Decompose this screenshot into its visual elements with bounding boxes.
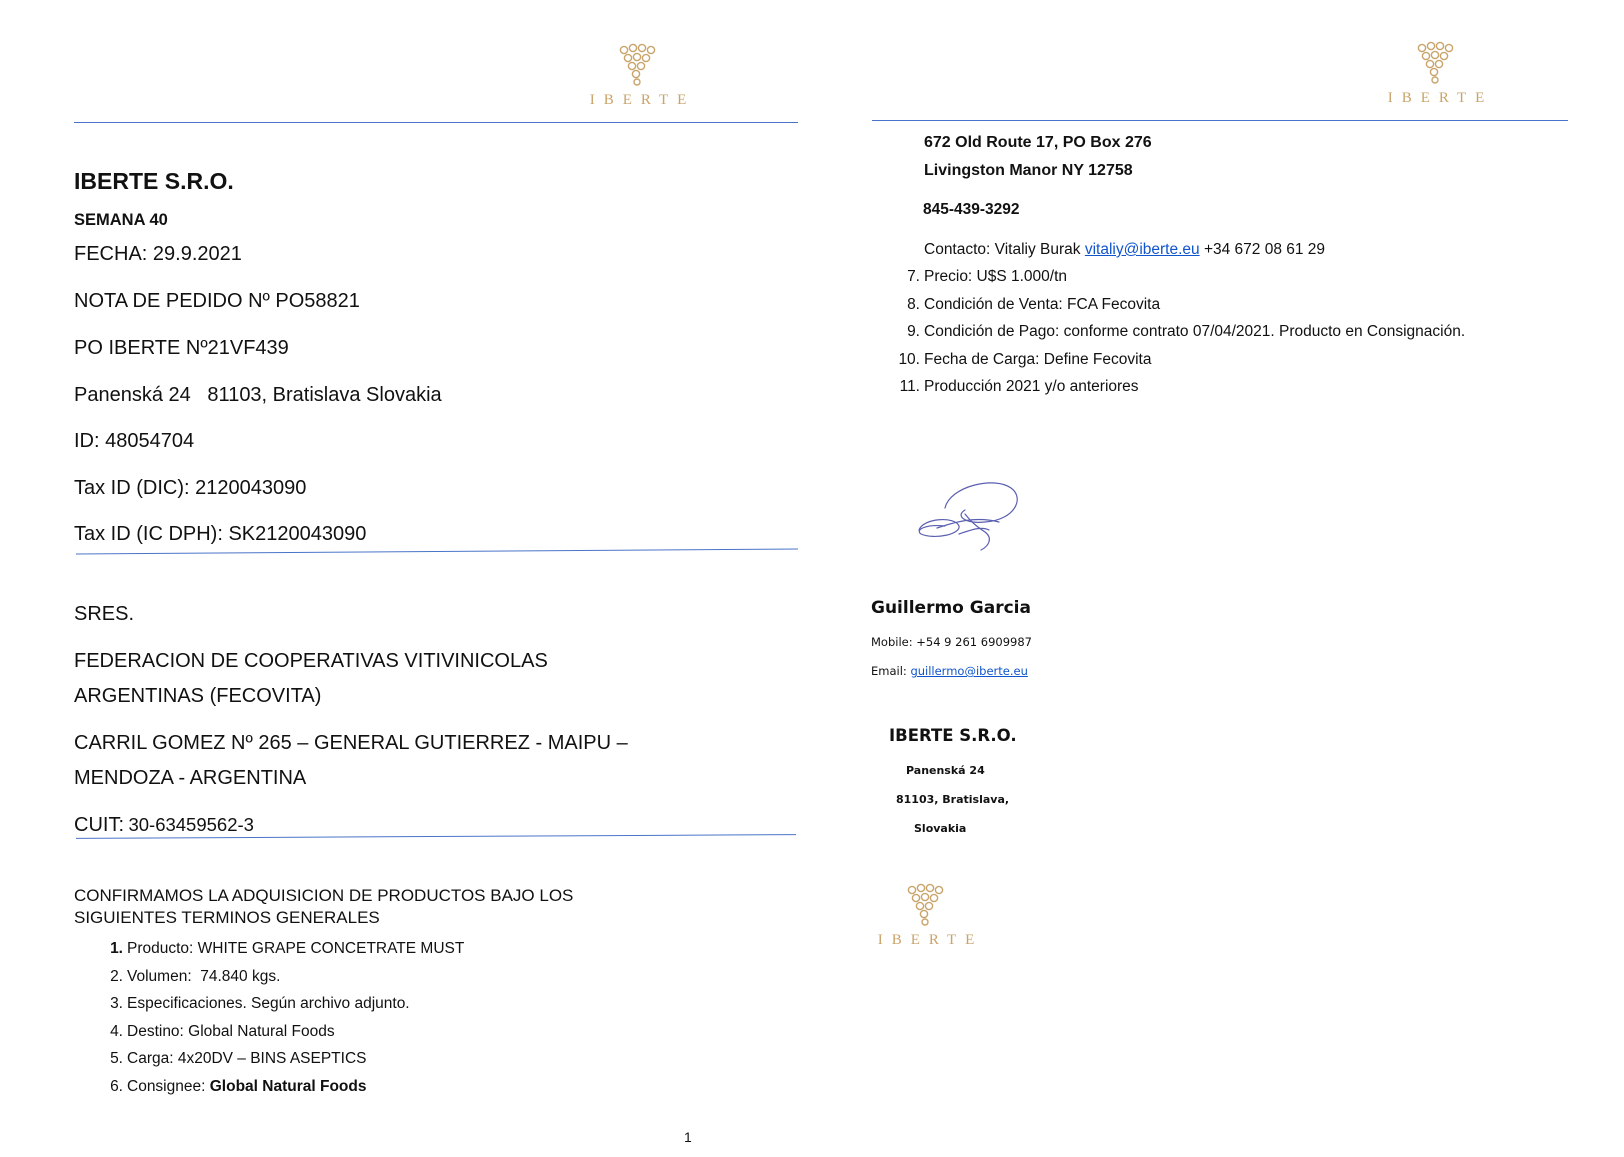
iberte-logo-right xyxy=(1376,40,1496,107)
cuit-line xyxy=(74,814,254,837)
sres-label: SRES. xyxy=(74,603,135,625)
signer-email-line xyxy=(871,664,1028,678)
item-text: Volumen: 74.840 kgs. xyxy=(127,967,281,985)
item-number: 9. xyxy=(907,323,920,341)
logo-wordmark: IBERTE xyxy=(589,92,696,108)
consignee-name: Global Natural Foods xyxy=(209,1077,367,1095)
ship-address-line1: 672 Old Route 17, PO Box 276 xyxy=(924,134,1152,151)
item-text: Especificaciones. Según archivo adjunto. xyxy=(127,995,410,1013)
list-item xyxy=(110,1018,464,1046)
item-number: 1. xyxy=(110,940,123,957)
header-divider-left xyxy=(74,122,798,123)
list-item xyxy=(110,963,464,991)
signer-email-link[interactable]: guillermo@iberte.eu xyxy=(910,664,1028,678)
footer-address-line3: Slovakia xyxy=(914,822,967,835)
terms-list-left xyxy=(110,935,465,1101)
cuit-label: CUIT: xyxy=(74,814,124,836)
po-number: PO IBERTE Nº21VF439 xyxy=(74,337,289,359)
item-number: 4. xyxy=(110,1022,123,1040)
grape-icon xyxy=(1412,40,1460,88)
item-number: 7. xyxy=(907,268,920,285)
item-text: Producción 2021 y/o anteriores xyxy=(924,378,1139,396)
list-item xyxy=(907,263,1465,291)
item-number: 2. xyxy=(110,967,123,985)
logo-wordmark: IBERTE xyxy=(877,932,984,948)
item-text: Condición de Pago: conforme contrato 07/04/2021. Producto en Consignación. xyxy=(924,323,1466,341)
client-address-line2: MENDOZA - ARGENTINA xyxy=(74,767,307,789)
item-number: 11. xyxy=(899,378,920,396)
signer-name: Guillermo Garcia xyxy=(871,598,1031,618)
item-number: 5. xyxy=(110,1050,123,1068)
company-name: IBERTE S.R.O. xyxy=(74,168,234,194)
tax-id-dic: Tax ID (DIC): 2120043090 xyxy=(74,477,307,499)
confirm-line1: CONFIRMAMOS LA ADQUISICION DE PRODUCTOS BAJO LOS xyxy=(74,886,574,905)
list-item xyxy=(110,1073,464,1101)
client-name-line2: ARGENTINAS (FECOVITA) xyxy=(74,685,322,707)
contact-email-link[interactable]: vitaliy@iberte.eu xyxy=(1084,241,1200,258)
item-text: Fecha de Carga: Define Fecovita xyxy=(924,350,1152,368)
ship-address-line2: Livingston Manor NY 12758 xyxy=(924,162,1133,179)
item-text: Carga: 4x20DV – BINS ASEPTICS xyxy=(127,1050,367,1068)
client-name-line1: FEDERACION DE COOPERATIVAS VITIVINICOLAS xyxy=(74,650,548,672)
item-number: 10. xyxy=(898,350,920,368)
list-item xyxy=(898,346,1465,374)
order-number: NOTA DE PEDIDO Nº PO58821 xyxy=(74,290,360,312)
logo-wordmark: IBERTE xyxy=(1387,90,1494,106)
signature-image xyxy=(915,476,1035,556)
contact-name: Contacto: Vitaliy Burak xyxy=(924,241,1085,258)
contact-line xyxy=(924,241,1325,259)
cuit-value: 30-63459562-3 xyxy=(128,814,254,835)
grape-icon xyxy=(902,882,950,930)
item-number: 3. xyxy=(110,995,123,1013)
item-number: 8. xyxy=(907,295,920,313)
header-divider-right xyxy=(872,120,1568,121)
date-line: FECHA: 29.9.2021 xyxy=(74,243,242,265)
week-label: SEMANA 40 xyxy=(74,211,168,229)
client-address-line1: CARRIL GOMEZ Nº 265 – GENERAL GUTIERREZ - MAIPU – xyxy=(74,732,628,754)
list-item xyxy=(110,935,465,963)
divider-after-tax xyxy=(76,548,798,554)
tax-id-icdph: Tax ID (IC DPH): SK2120043090 xyxy=(74,523,367,545)
confirm-line2: SIGUIENTES TERMINOS GENERALES xyxy=(74,908,380,927)
item-text: Condición de Venta: FCA Fecovita xyxy=(924,295,1161,313)
item-text: Consignee: xyxy=(127,1077,210,1095)
item-text: Precio: U$S 1.000/tn xyxy=(924,268,1068,285)
list-item xyxy=(907,291,1465,319)
contact-phone: +34 672 08 61 29 xyxy=(1199,241,1326,258)
list-item xyxy=(110,1045,464,1073)
item-text: Producto: WHITE GRAPE CONCETRATE MUST xyxy=(127,940,465,957)
item-text: Destino: Global Natural Foods xyxy=(127,1022,335,1040)
terms-list-right xyxy=(898,263,1466,401)
list-item xyxy=(907,318,1466,346)
iberte-logo-footer xyxy=(866,882,986,949)
footer-company-name: IBERTE S.R.O. xyxy=(889,726,1017,745)
email-label: Email: xyxy=(871,664,911,678)
ship-phone: 845-439-3292 xyxy=(923,201,1020,218)
iberte-logo-left xyxy=(578,42,698,109)
grape-icon xyxy=(614,42,662,90)
company-address: Panenská 24 81103, Bratislava Slovakia xyxy=(74,384,442,406)
company-id: ID: 48054704 xyxy=(74,430,195,452)
list-item xyxy=(110,990,464,1018)
list-item xyxy=(899,373,1465,401)
footer-address-line2: 81103, Bratislava, xyxy=(896,793,1010,806)
signer-mobile: Mobile: +54 9 261 6909987 xyxy=(871,635,1032,649)
page-number: 1 xyxy=(684,1129,692,1145)
item-number: 6. xyxy=(110,1077,123,1095)
footer-address-line1: Panenská 24 xyxy=(906,764,985,777)
